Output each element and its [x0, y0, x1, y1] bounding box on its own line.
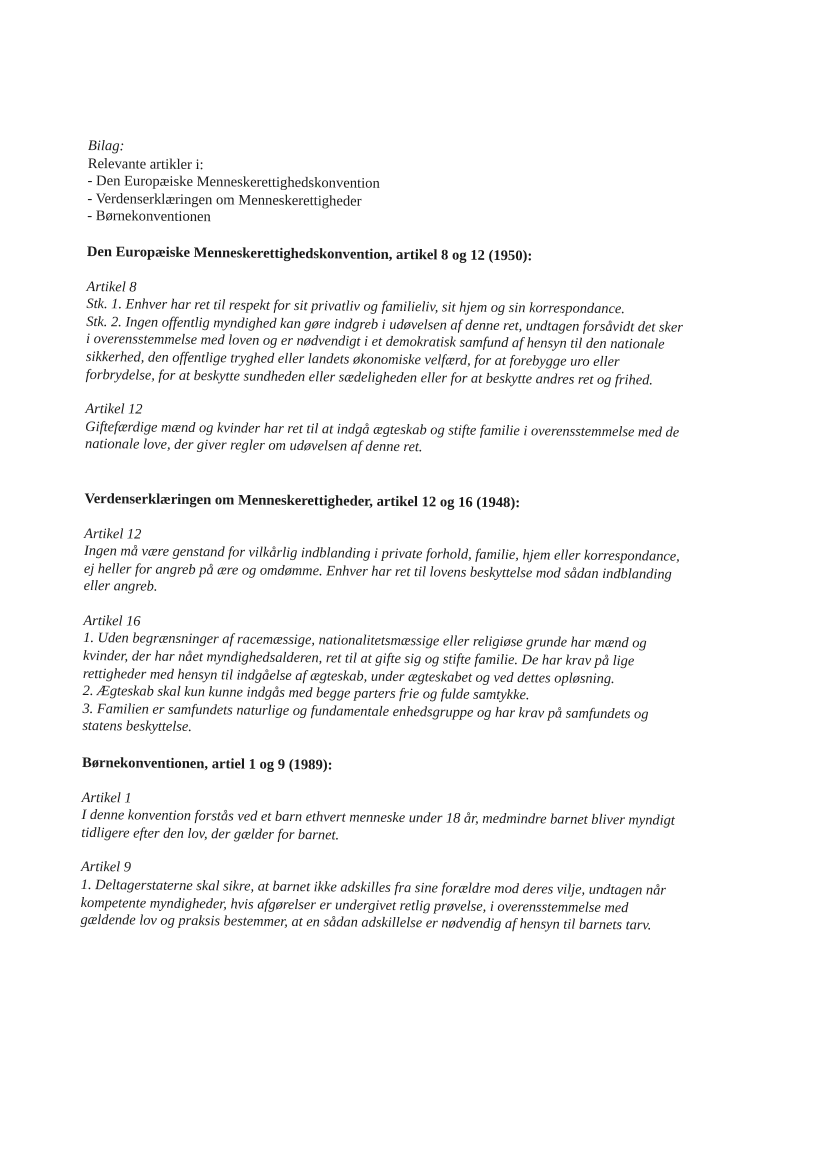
list-item: - Verdenserklæringen om Menneskerettigheder [87, 190, 362, 210]
article-title: Artikel 1 [81, 789, 132, 807]
article-block [85, 401, 745, 460]
article-line: 1. Deltagerstaterne skal sikre, at barnet ikke adskilles fra sine forældre mod deres vilje, undtagen når [80, 876, 667, 899]
article-line: tidligere efter den lov, der gælder for barnet. [81, 824, 340, 844]
section-heading: Verdenserklæringen om Menneskerettigheder, artikel 12 og 16 (1948): [84, 490, 521, 512]
article-block [80, 859, 741, 936]
article-block [82, 613, 743, 742]
article-block [86, 279, 747, 391]
article-title: Artikel 12 [84, 525, 142, 543]
intro-block [87, 138, 748, 232]
section-echr [85, 244, 747, 460]
bilag-label: Bilag: [87, 138, 125, 155]
article-block [84, 525, 745, 602]
section-heading: Den Europæiske Menneskerettighedskonvention, artikel 8 og 12 (1950): [86, 243, 533, 265]
article-title: Artikel 12 [85, 401, 143, 418]
section-crc [80, 755, 742, 936]
article-line: i overensstemmelse med loven og er nødvendigt i et demokratisk samfund af hensyn til den nationale [85, 331, 665, 353]
document-page [80, 138, 748, 936]
article-line: Ingen må være genstand for vilkårlig indblanding i private forhold, familie, hjem eller korrespondance, [83, 543, 680, 565]
article-line: nationale love, der giver regler om udøvelsen af denne ret. [84, 436, 423, 456]
article-line: eller angreb. [83, 578, 158, 595]
article-title: Artikel 8 [86, 278, 137, 296]
article-line: Giftefærdige mænd og kvinder har ret til at indgå ægteskab og stifte familie i overensstemmelse med de [85, 418, 680, 441]
article-line: rettigheder med hensyn til indgåelse af ægteskab, under ægteskabet og ved dettes opløsning. [82, 665, 615, 687]
article-line: gældende lov og praksis bestemmer, at en sådan adskillelse er nødvendig af hensyn til barnets tarv. [80, 912, 652, 934]
relevant-articles-label: Relevante artikler i: [87, 155, 204, 173]
article-line: kvinder, der har nået myndighedsalderen, ret til at gifte sig og stifte familie. De har krav på lige [82, 648, 635, 670]
article-line: ej heller for angreb på ære og omdømme. Enhver har ret til lovens beskyttelse mod sådan indblanding [83, 560, 672, 583]
article-line: statens beskyttelse. [82, 718, 192, 736]
article-line: 3. Familien er samfundets naturlige og fundamentale enhedsgruppe og har krav på samfundets og [82, 700, 649, 723]
article-line: kompetente myndigheder, hvis afgørelser er undergivet retlig prøvelse, i overensstemmelse med [80, 894, 629, 916]
article-line: sikkerhed, den offentlige tryghed eller landets økonomiske velfærd, for at forebygge uro eller [85, 348, 620, 371]
article-line: 2. Ægteskab skal kun kunne indgås med begge parters frie og fulde samtykke. [82, 683, 530, 704]
list-item: - Den Europæiske Menneskerettighedskonvention [87, 173, 380, 192]
article-line: Stk. 2. Ingen offentlig myndighed kan gøre indgreb i udøvelsen af denne ret, undtagen forsåvidt det sker [86, 313, 683, 336]
section-udhr [82, 491, 744, 742]
article-line: 1. Uden begrænsninger af racemæssige, nationalitetsmæssige eller religiøse grunde har mænd og [83, 630, 647, 652]
list-item: - Børnekonventionen [87, 208, 211, 226]
article-line: forbrydelse, for at beskytte sundheden eller sædeligheden eller for at beskytte andres ret og frihed. [85, 366, 654, 388]
article-title: Artikel 16 [83, 612, 141, 630]
section-heading: Børnekonventionen, artiel 1 og 9 (1989): [81, 755, 333, 774]
article-block [81, 790, 741, 849]
article-line: Stk. 1. Enhver har ret til respekt for sit privatliv og familieliv, sit hjem og sin korrespondance. [86, 296, 625, 318]
article-title: Artikel 9 [80, 859, 132, 876]
article-line: I denne konvention forstås ved et barn ethvert menneske under 18 år, medmindre barnet bliver myndigt [81, 807, 675, 829]
